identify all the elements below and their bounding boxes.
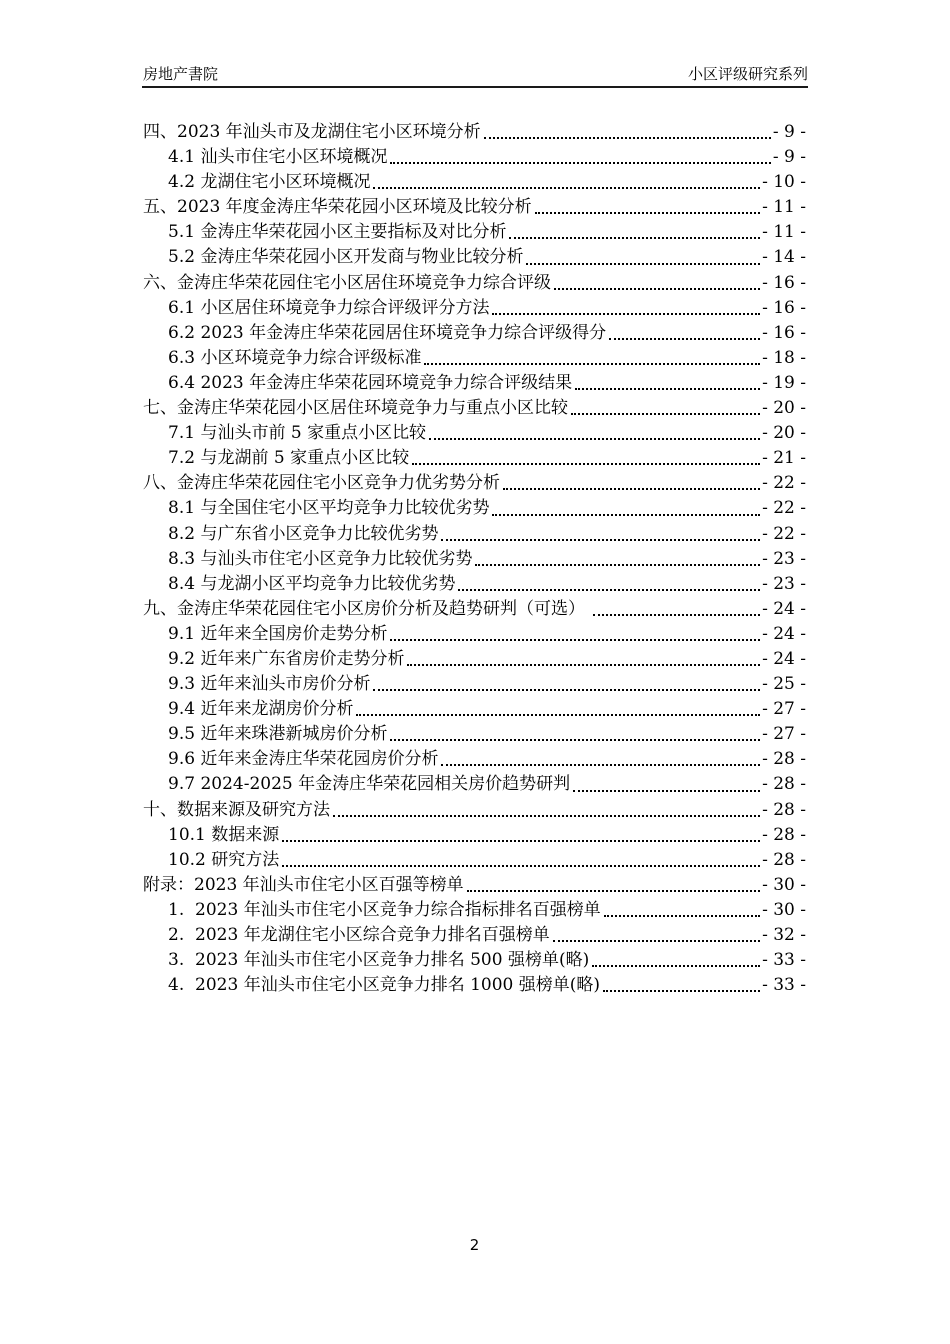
toc-entry-label: 9.7 2024-2025 年金涛庄华荣花园相关房价趋势研判 [168,774,571,795]
toc-entry-label: 2. 2023 年龙湖住宅小区综合竞争力排名百强榜单 [168,925,550,945]
toc-entry-label: 5.2 金涛庄华荣花园小区开发商与物业比较分析 [168,247,524,268]
toc-entry [143,195,806,220]
toc-entry-page: - 33 - [762,975,806,996]
toc-entry-label: 9.6 近年来金涛庄华荣花园房价分析 [168,749,439,770]
toc-entry-label: 6.1 小区居住环境竞争力综合评级评分方法 [168,297,490,318]
toc-entry [143,145,806,170]
toc-entry-label: 7.2 与龙湖前 5 家重点小区比较 [168,448,410,469]
dot-leader [429,421,760,446]
dot-leader [373,170,760,195]
dot-leader [373,672,760,697]
toc-entry [143,170,806,195]
toc-entry-page: - 11 - [762,197,806,218]
toc-entry-page: - 30 - [762,899,806,920]
page-header [143,64,808,84]
toc-entry [143,923,806,948]
toc-entry-label: 10.1 数据来源 [168,824,280,845]
toc-entry-page: - 28 - [762,774,806,795]
toc-entry [143,898,806,923]
toc-entry [143,346,806,371]
toc-entry [143,371,806,396]
dot-leader [609,321,760,346]
header-rule [142,86,808,88]
toc-entry-label: 3. 2023 年汕头市住宅小区竞争力排名 500 强榜单(略) [168,950,590,971]
dot-leader [282,848,760,873]
toc-entry-page: - 24 - [762,623,806,644]
dot-leader [282,823,760,848]
toc-entry-label: 8.4 与龙湖小区平均竞争力比较优劣势 [168,573,456,594]
toc-entry-page: - 9 - [772,122,806,142]
toc-entry-label: 9.3 近年来汕头市房价分析 [168,674,371,695]
toc-entry [143,547,806,572]
toc-entry-label: 5.1 金涛庄华荣花园小区主要指标及对比分析 [168,222,507,243]
table-of-contents [143,120,806,998]
toc-entry-page: - 32 - [762,925,806,945]
toc-entry [143,873,806,898]
dot-leader [467,873,760,898]
toc-entry [143,321,806,346]
toc-entry-page: - 14 - [762,247,806,268]
toc-entry [143,948,806,973]
toc-entry [143,522,806,547]
toc-entry-page: - 28 - [762,749,806,770]
toc-entry [143,848,806,873]
toc-entry-label: 九、金涛庄华荣花园住宅小区房价分析及趋势研判（可选） [143,598,591,619]
header-right-title: 小区评级研究系列 [687,65,808,83]
toc-entry [143,823,806,848]
toc-entry [143,271,806,296]
toc-entry-label: 6.3 小区环境竞争力综合评级标准 [168,347,422,368]
toc-entry-page: - 28 - [762,824,806,845]
toc-entry-page: - 30 - [762,874,806,895]
toc-entry [143,747,806,772]
toc-entry [143,572,806,597]
dot-leader [509,220,760,245]
dot-leader [492,296,760,321]
toc-entry-label: 五、2023 年度金涛庄华荣花园小区环境及比较分析 [143,197,532,218]
toc-entry-label: 9.2 近年来广东省房价走势分析 [168,648,405,669]
dot-leader [535,195,760,220]
toc-entry-label: 6.2 2023 年金涛庄华荣花园居住环境竞争力综合评级得分 [168,322,607,343]
toc-entry-label: 4. 2023 年汕头市住宅小区竞争力排名 1000 强榜单(略) [168,975,601,996]
toc-entry-page: - 25 - [762,674,806,695]
dot-leader [356,697,760,722]
toc-entry [143,772,806,797]
toc-entry-label: 9.4 近年来龙湖房价分析 [168,699,354,720]
toc-entry-page: - 19 - [762,372,806,393]
dot-leader [573,772,760,797]
toc-entry-label: 8.1 与全国住宅小区平均竞争力比较优劣势 [168,498,490,519]
toc-entry [143,220,806,245]
dot-leader [526,245,760,270]
toc-entry [143,120,806,145]
toc-entry [143,471,806,496]
toc-entry-label: 7.1 与汕头市前 5 家重点小区比较 [168,423,427,444]
dot-leader [575,371,760,396]
dot-leader [390,622,760,647]
dot-leader [407,647,760,672]
dot-leader [604,898,760,923]
toc-entry-label: 9.5 近年来珠港新城房价分析 [168,724,388,745]
toc-entry-page: - 23 - [762,573,806,594]
toc-entry [143,446,806,471]
toc-entry-label: 6.4 2023 年金涛庄华荣花园环境竞争力综合评级结果 [168,372,573,393]
toc-entry-label: 附录：2023 年汕头市住宅小区百强等榜单 [143,874,464,895]
dot-leader [553,923,760,948]
toc-entry-page: - 20 - [762,423,806,444]
toc-entry [143,647,806,672]
toc-entry [143,697,806,722]
header-left-title: 房地产書院 [143,65,219,83]
toc-entry-label: 8.3 与汕头市住宅小区竞争力比较优劣势 [168,548,473,569]
toc-entry-page: - 10 - [762,172,806,193]
dot-leader [554,271,760,296]
dot-leader [424,346,760,371]
toc-entry-page: - 22 - [762,498,806,519]
dot-leader [503,471,760,496]
dot-leader [603,973,760,998]
toc-entry-label: 八、金涛庄华荣花园住宅小区竞争力优劣势分析 [143,473,500,494]
toc-entry-page: - 24 - [762,648,806,669]
toc-entry-label: 10.2 研究方法 [168,849,280,870]
toc-entry-page: - 9 - [772,147,806,168]
toc-entry-page: - 33 - [762,950,806,971]
toc-entry-page: - 16 - [762,322,806,343]
toc-entry-page: - 11 - [762,222,806,243]
toc-entry-page: - 16 - [762,272,806,293]
toc-entry [143,973,806,998]
dot-leader [441,747,760,772]
toc-entry-page: - 18 - [762,347,806,368]
dot-leader [571,396,760,421]
dot-leader [333,798,760,823]
page-number: 2 [469,1236,480,1254]
toc-entry [143,296,806,321]
dot-leader [412,446,760,471]
dot-leader [390,722,760,747]
toc-entry-page: - 24 - [762,598,806,619]
toc-entry-label: 9.1 近年来全国房价走势分析 [168,623,388,644]
toc-entry-label: 四、2023 年汕头市及龙湖住宅小区环境分析 [143,122,481,142]
toc-entry [143,396,806,421]
dot-leader [475,547,760,572]
toc-entry-label: 十、数据来源及研究方法 [143,799,330,820]
dot-leader [441,522,760,547]
dot-leader [492,496,760,521]
toc-entry [143,597,806,622]
dot-leader [592,948,760,973]
toc-entry-page: - 22 - [762,523,806,544]
toc-entry [143,722,806,747]
toc-entry-label: 六、金涛庄华荣花园住宅小区居住环境竞争力综合评级 [143,272,551,293]
toc-entry-page: - 28 - [762,849,806,870]
toc-entry-label: 8.2 与广东省小区竞争力比较优劣势 [168,523,439,544]
toc-entry [143,672,806,697]
toc-entry-page: - 16 - [762,297,806,318]
toc-entry-label: 4.1 汕头市住宅小区环境概况 [168,147,388,168]
toc-entry-label: 七、金涛庄华荣花园小区居住环境竞争力与重点小区比较 [143,398,568,419]
page-footer [143,1234,806,1256]
toc-entry [143,496,806,521]
toc-entry [143,421,806,446]
toc-entry-page: - 22 - [762,473,806,494]
dot-leader [593,597,760,622]
toc-entry [143,622,806,647]
dot-leader [390,145,770,170]
toc-entry-page: - 21 - [762,448,806,469]
dot-leader [458,572,760,597]
toc-entry [143,245,806,270]
toc-entry-page: - 27 - [762,699,806,720]
toc-entry-page: - 28 - [762,799,806,820]
toc-entry-page: - 20 - [762,398,806,419]
toc-entry-label: 4.2 龙湖住宅小区环境概况 [168,172,371,193]
dot-leader [484,120,771,145]
toc-entry-label: 1. 2023 年汕头市住宅小区竞争力综合指标排名百强榜单 [168,899,601,920]
toc-entry [143,798,806,823]
toc-entry-page: - 27 - [762,724,806,745]
toc-entry-page: - 23 - [762,548,806,569]
